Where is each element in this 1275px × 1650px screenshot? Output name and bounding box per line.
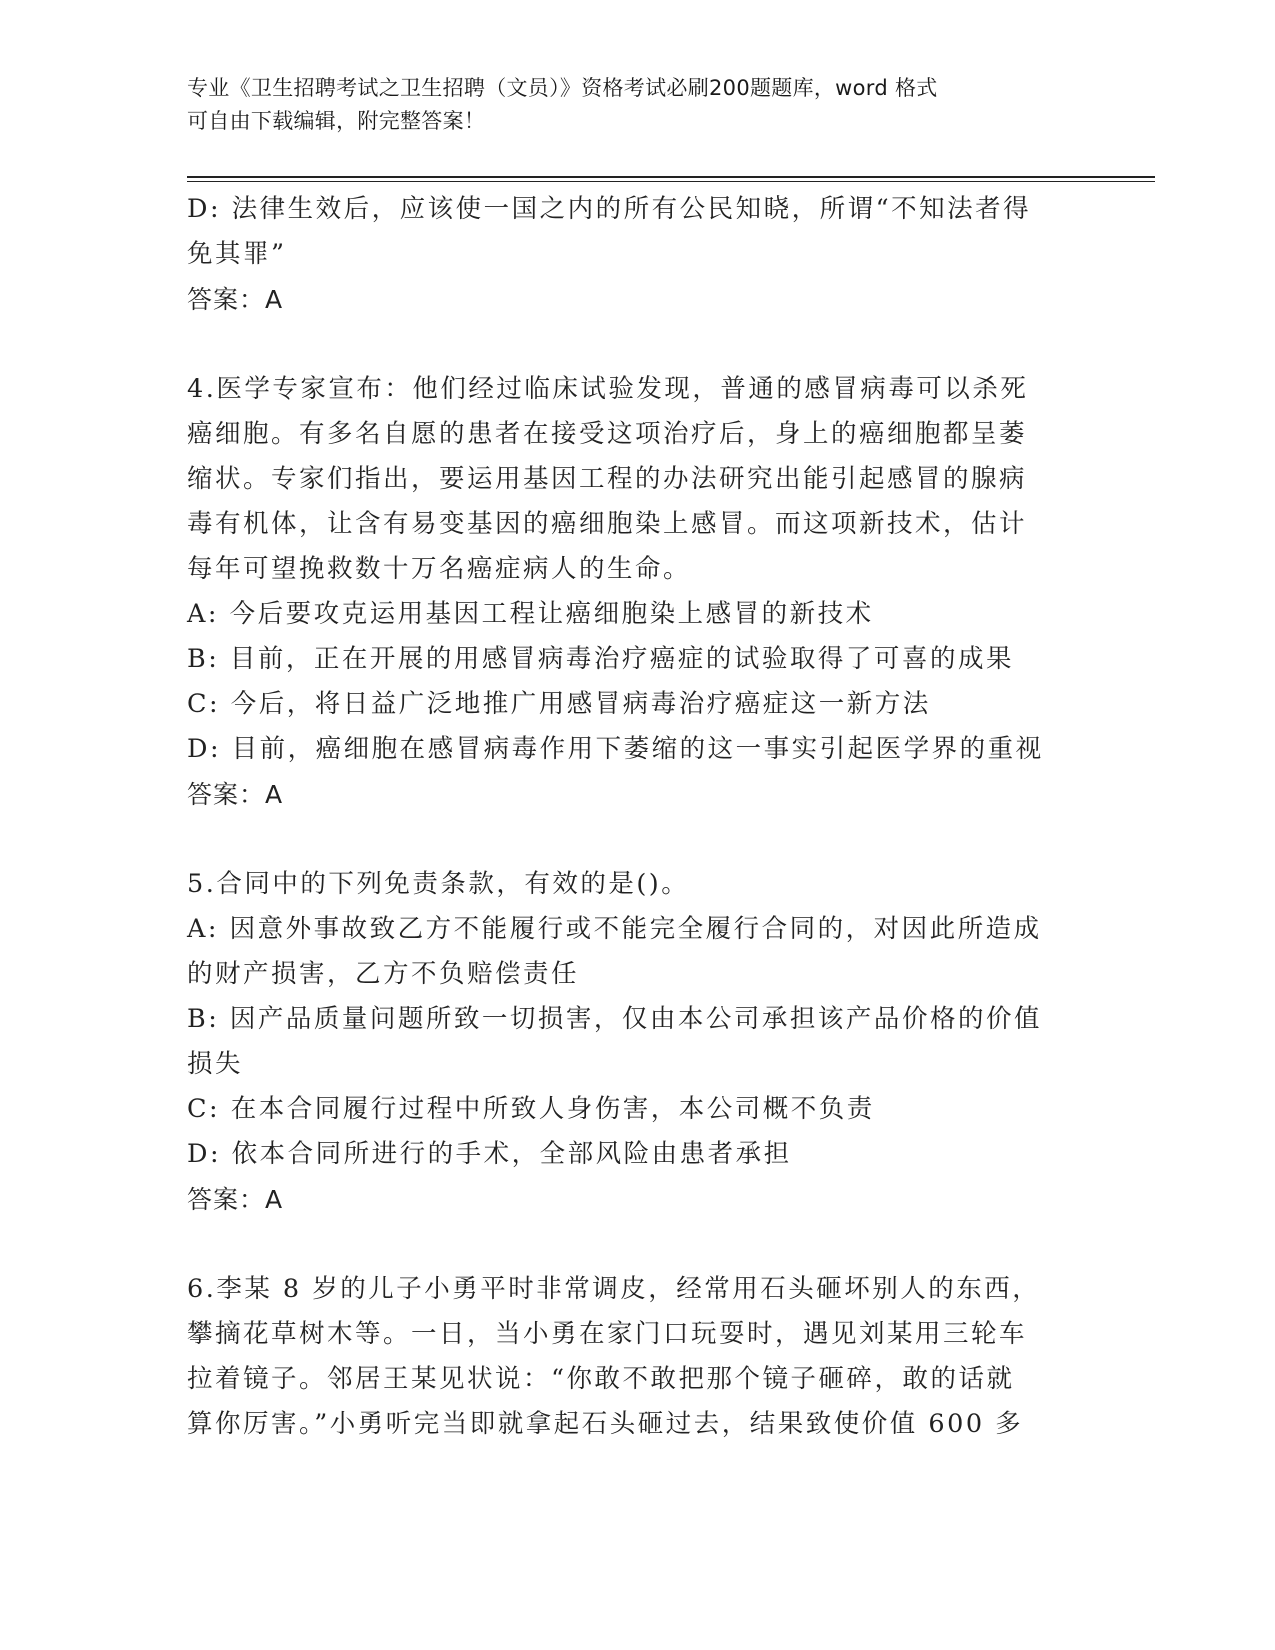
question-stem-line: 4.医学专家宣布：他们经过临床试验发现，普通的感冒病毒可以杀死 bbox=[187, 374, 1029, 404]
question-stem-line: 5.合同中的下列免责条款，有效的是()。 bbox=[187, 869, 690, 899]
answer-label: 答案：A bbox=[187, 1185, 284, 1214]
option-c: C: 在本合同履行过程中所致人身伤害，本公司概不负责 bbox=[187, 1094, 875, 1124]
option-c: C: 今后，将日益广泛地推广用感冒病毒治疗癌症这一新方法 bbox=[187, 689, 931, 719]
question-stem-line: 攀摘花草树木等。一日，当小勇在家门口玩耍时，遇见刘某用三轮车 bbox=[187, 1319, 1028, 1349]
option-a: A: 今后要攻克运用基因工程让癌细胞染上感冒的新技术 bbox=[187, 599, 874, 629]
spacer bbox=[187, 322, 1077, 367]
question-5 bbox=[187, 862, 1077, 1222]
question-stem-line: 毒有机体，让含有易变基因的癌细胞染上感冒。而这项新技术，估计 bbox=[187, 509, 1028, 539]
header-line-2: 可自由下载编辑，附完整答案！ bbox=[187, 109, 486, 133]
document-header bbox=[187, 72, 1067, 138]
spacer bbox=[187, 817, 1077, 862]
question-stem-line: 拉着镜子。邻居王某见状说：“你敢不敢把那个镜子砸碎，敢的话就 bbox=[187, 1364, 1015, 1394]
answer-label: 答案：A bbox=[187, 780, 284, 809]
header-divider-thin bbox=[187, 181, 1155, 182]
option-b: B: 目前，正在开展的用感冒病毒治疗癌症的试验取得了可喜的成果 bbox=[187, 644, 1014, 674]
option-d: D: 依本合同所进行的手术，全部风险由患者承担 bbox=[187, 1139, 792, 1169]
option-b-line-2: 损失 bbox=[187, 1049, 244, 1079]
question-4 bbox=[187, 367, 1077, 817]
question-stem-line: 每年可望挽救数十万名癌症病人的生命。 bbox=[187, 554, 692, 584]
question-content bbox=[187, 187, 1077, 1447]
question-3-tail bbox=[187, 187, 1077, 322]
option-a-line-1: A: 因意外事故致乙方不能履行或不能完全履行合同的，对因此所造成 bbox=[187, 914, 1042, 944]
question-stem-line: 6.李某 8 岁的儿子小勇平时非常调皮，经常用石头砸坏别人的东西， bbox=[187, 1274, 1041, 1304]
option-b-line-1: B: 因产品质量问题所致一切损害，仅由本公司承担该产品价格的价值 bbox=[187, 1004, 1042, 1034]
option-d: D: 目前，癌细胞在感冒病毒作用下萎缩的这一事实引起医学界的重视 bbox=[187, 734, 1044, 764]
spacer bbox=[187, 1222, 1077, 1267]
header-divider-thick bbox=[187, 176, 1155, 178]
header-line-1: 专业《卫生招聘考试之卫生招聘（文员）》资格考试必刷200题题库，word 格式 bbox=[187, 76, 938, 100]
question-stem-line: 癌细胞。有多名自愿的患者在接受这项治疗后，身上的癌细胞都呈萎 bbox=[187, 419, 1028, 449]
question-stem-line: 算你厉害。”小勇听完当即就拿起石头砸过去，结果致使价值 600 多 bbox=[187, 1409, 1024, 1439]
option-a-line-2: 的财产损害，乙方不负赔偿责任 bbox=[187, 959, 580, 989]
answer-label: 答案：A bbox=[187, 285, 284, 314]
question-stem-line: 缩状。专家们指出，要运用基因工程的办法研究出能引起感冒的腺病 bbox=[187, 464, 1028, 494]
option-d-line-1: D: 法律生效后，应该使一国之内的所有公民知晓，所谓“不知法者得 bbox=[187, 194, 1032, 224]
question-6 bbox=[187, 1267, 1077, 1447]
option-d-line-2: 免其罪” bbox=[187, 239, 287, 269]
